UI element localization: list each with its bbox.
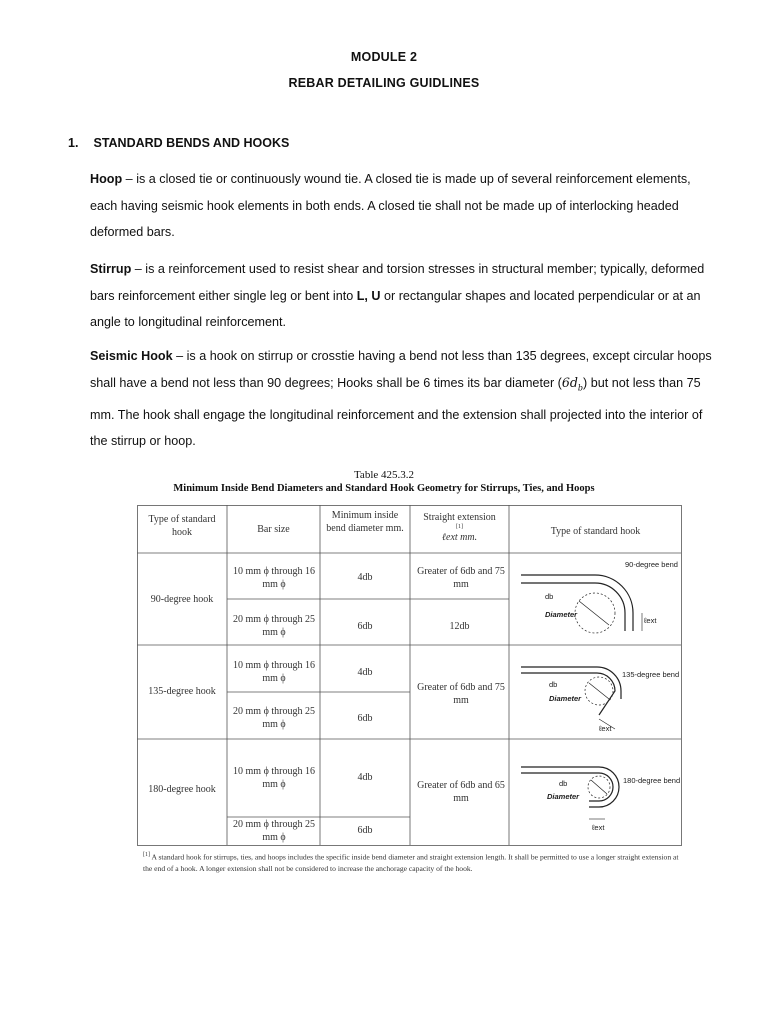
table-title: Minimum Inside Bend Diameters and Standard Hook Geometry for Stirrups, Ties, and Hoops — [173, 483, 595, 494]
section-title: STANDARD BENDS AND HOOKS — [93, 136, 290, 150]
header-bar-size: Bar size — [257, 524, 290, 535]
extension-cell: Greater of 6db and 65 mm — [417, 780, 505, 804]
module-title: MODULE 2 — [350, 50, 418, 64]
stirrup-term: Stirrup — [90, 262, 132, 276]
section-number: 1. — [68, 136, 79, 150]
bend-diameter-cell: 4db — [357, 572, 373, 583]
bend-diameter-cell: 6db — [357, 621, 373, 632]
extension-cell: Greater of 6db and 75 mm — [417, 566, 505, 590]
seismic-hook-text-b: ) but not less than 75 mm. The hook shall engage the longitudinal reinforcement and the extension shall projected into the interior of the stirrup or hoop. — [90, 375, 703, 449]
bar-size-cell: 20 mm ϕ through 25 mm ϕ — [233, 706, 315, 730]
hook-135-db-label: db — [549, 680, 558, 689]
section-heading — [68, 136, 289, 150]
hook-90-diagram — [521, 575, 642, 633]
hoop-text: – is a closed tie or continuously wound tie. A closed tie is made up of several reinforcement elements, each having seismic hook elements in both ends. A closed tie shall not be made up of interlocking headed deformed bars. — [90, 172, 691, 239]
seismic-hook-term: Seismic Hook — [90, 349, 173, 363]
stirrup-text-b: or rectangular shapes and located perpendicular or at an angle to longitudinal reinforcement. — [90, 288, 701, 329]
footnote-text: A standard hook for stirrups, ties, and hoops includes the specific inside bend diameter and straight extension length. It shall be permitted to use a longer straight extension at the end of a hook. A longer extension shall not be considered to increase the anchorage capacity of the hook. — [143, 852, 679, 873]
hook-135-diameter-label: Diameter — [549, 694, 582, 703]
seismic-hook-text-a: – is a hook on stirrup or crosstie having a bend not less than 135 degrees, except circular hoops shall have a bend not less than 90 degrees; Hooks shall be 6 times its bar diameter ( — [90, 349, 712, 390]
bar-size-cell: 10 mm ϕ through 16 mm ϕ — [233, 660, 315, 684]
hook-180-lext-label: ℓext — [592, 823, 605, 832]
hook-90-diameter-label: Diameter — [545, 610, 578, 619]
hook-90-bend-label: 90-degree bend — [625, 560, 678, 569]
bend-diameter-cell: 6db — [357, 825, 373, 836]
table-number: Table 425.3.2 — [353, 469, 415, 481]
stirrup-shapes: L, U — [356, 288, 381, 303]
header-type: Type of standard hook — [148, 514, 216, 538]
row-type-135: 135-degree hook — [148, 686, 216, 697]
document-subtitle: REBAR DETAILING GUIDLINES — [288, 76, 480, 90]
stirrup-text-a: – is a reinforcement used to resist shear and torsion stresses in structural member; typically, deformed bars reinforcement either single leg or bent into — [90, 262, 705, 303]
bend-diameter-cell: 6db — [357, 713, 373, 724]
hook-180-diameter-label: Diameter — [547, 792, 580, 801]
hook-135-bend-label: 135-degree bend — [622, 670, 680, 679]
header-min-bend: Minimum inside bend diameter mm. — [326, 510, 404, 534]
seismic-hook-definition — [90, 343, 720, 455]
table-footnote — [143, 850, 688, 874]
bar-diameter-math: $6d_b$ — [561, 374, 584, 393]
hook-180-db-label: db — [559, 779, 568, 788]
hook-geometry-table — [137, 505, 682, 846]
hook-180-bend-label: 180-degree bend — [623, 776, 681, 785]
hook-135-lext-label: ℓext — [599, 724, 612, 733]
hoop-term: Hoop — [90, 172, 123, 186]
row-type-180: 180-degree hook — [148, 784, 216, 795]
bar-size-cell: 20 mm ϕ through 25 mm ϕ — [233, 614, 315, 638]
hoop-definition — [90, 166, 720, 246]
stirrup-definition — [90, 256, 720, 336]
hook-90-db-label: db — [545, 592, 554, 601]
header-straight-extension: Straight extension [1] ℓext mm. — [423, 512, 496, 543]
bend-diameter-cell: 4db — [357, 667, 373, 678]
bar-size-cell: 20 mm ϕ through 25 mm ϕ — [233, 819, 315, 843]
footnote-mark: [1] — [143, 852, 150, 858]
bend-diameter-cell: 4db — [357, 772, 373, 783]
header-hook-type: Type of standard hook — [550, 526, 641, 537]
bar-size-cell: 10 mm ϕ through 16 mm ϕ — [233, 766, 315, 790]
bar-size-cell: 10 mm ϕ through 16 mm ϕ — [233, 566, 315, 590]
row-type-90: 90-degree hook — [150, 594, 214, 605]
hook-90-lext-label: ℓext — [644, 616, 657, 625]
extension-cell: 12db — [449, 621, 470, 632]
extension-cell: Greater of 6db and 75 mm — [417, 682, 505, 706]
